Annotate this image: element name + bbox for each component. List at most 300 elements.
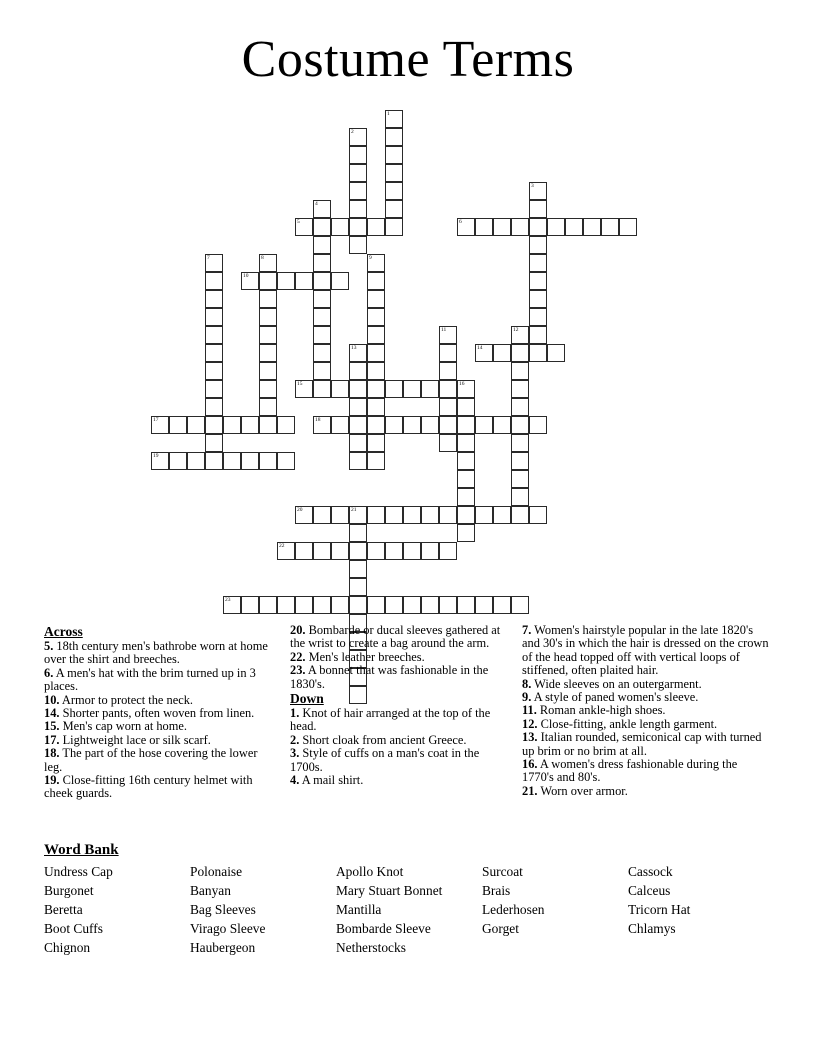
grid-cell-number: 18: [315, 417, 321, 423]
clue-item: [44, 774, 276, 801]
grid-cell[interactable]: [457, 218, 475, 236]
grid-cell[interactable]: [259, 290, 277, 308]
grid-cell[interactable]: [349, 200, 367, 218]
grid-cell[interactable]: [529, 308, 547, 326]
grid-cell[interactable]: [313, 416, 331, 434]
grid-cell[interactable]: [205, 380, 223, 398]
grid-cell[interactable]: [259, 308, 277, 326]
grid-cell[interactable]: [313, 308, 331, 326]
grid-cell[interactable]: [529, 506, 547, 524]
grid-cell-number: 17: [153, 417, 159, 423]
grid-cell[interactable]: [187, 452, 205, 470]
grid-cell[interactable]: [385, 110, 403, 128]
grid-cell[interactable]: [457, 416, 475, 434]
clue-number: 6.: [44, 665, 54, 680]
grid-cell[interactable]: [205, 362, 223, 380]
grid-cell-number: 2: [351, 129, 354, 135]
grid-cell[interactable]: [331, 380, 349, 398]
grid-cell[interactable]: [403, 416, 421, 434]
grid-cell[interactable]: [583, 218, 601, 236]
grid-cell[interactable]: [367, 272, 385, 290]
grid-cell[interactable]: [349, 434, 367, 452]
clue-item: [290, 707, 508, 734]
grid-cell-number: 7: [207, 255, 210, 261]
grid-cell[interactable]: [349, 128, 367, 146]
clue-item: [522, 758, 770, 785]
grid-cell[interactable]: [169, 452, 187, 470]
grid-cell[interactable]: [529, 290, 547, 308]
clue-text: Men's cap worn at home.: [59, 719, 187, 734]
grid-cell[interactable]: [511, 398, 529, 416]
grid-cell[interactable]: [385, 128, 403, 146]
clue-text: Style of cuffs on a man's coat in the 1700s.: [290, 746, 480, 774]
grid-cell[interactable]: [313, 236, 331, 254]
grid-cell[interactable]: [493, 416, 511, 434]
grid-cell-number: 15: [297, 381, 303, 387]
clue-item: [522, 731, 770, 758]
clue-item: [44, 640, 276, 667]
grid-cell[interactable]: [259, 416, 277, 434]
clue-number: 22.: [290, 649, 306, 664]
grid-cell[interactable]: [439, 416, 457, 434]
clue-item: [522, 691, 770, 704]
grid-cell[interactable]: [295, 506, 313, 524]
clue-text: Close-fitting 16th century helmet with cheek guards.: [44, 773, 253, 801]
grid-cell[interactable]: [349, 236, 367, 254]
clue-number: 4.: [290, 773, 300, 788]
grid-cell[interactable]: [457, 506, 475, 524]
grid-cell[interactable]: [367, 362, 385, 380]
grid-cell[interactable]: [529, 218, 547, 236]
grid-cell[interactable]: [349, 596, 367, 614]
word-bank-column: [190, 862, 336, 957]
word-bank-item: Bombarde Sleeve: [336, 921, 431, 936]
word-bank-columns: [44, 862, 784, 957]
grid-cell[interactable]: [349, 506, 367, 524]
grid-cell[interactable]: [421, 380, 439, 398]
word-bank-item: Bag Sleeves: [190, 902, 256, 917]
grid-cell[interactable]: [367, 326, 385, 344]
grid-cell-number: 6: [459, 219, 462, 225]
grid-cell-number: 3: [531, 183, 534, 189]
grid-cell[interactable]: [295, 272, 313, 290]
grid-cell[interactable]: [313, 506, 331, 524]
clue-number: 1.: [290, 706, 300, 721]
grid-cell[interactable]: [349, 344, 367, 362]
clue-item: [290, 664, 508, 691]
clue-number: 20.: [290, 623, 306, 637]
clue-text: Roman ankle-high shoes.: [536, 703, 666, 718]
grid-cell[interactable]: [385, 596, 403, 614]
clue-number: 11.: [522, 703, 537, 718]
grid-cell-number: 20: [297, 507, 303, 513]
grid-cell[interactable]: [313, 596, 331, 614]
grid-cell[interactable]: [313, 542, 331, 560]
grid-cell[interactable]: [241, 416, 259, 434]
grid-cell[interactable]: [151, 452, 169, 470]
grid-cell[interactable]: [241, 596, 259, 614]
grid-cell[interactable]: [313, 272, 331, 290]
grid-cell[interactable]: [493, 344, 511, 362]
grid-cell[interactable]: [475, 218, 493, 236]
grid-cell[interactable]: [259, 272, 277, 290]
grid-cell[interactable]: [349, 218, 367, 236]
grid-cell-number: 13: [351, 345, 357, 351]
grid-cell[interactable]: [367, 398, 385, 416]
grid-cell[interactable]: [601, 218, 619, 236]
grid-cell[interactable]: [277, 452, 295, 470]
grid-cell[interactable]: [259, 344, 277, 362]
grid-cell[interactable]: [313, 290, 331, 308]
grid-cell[interactable]: [475, 416, 493, 434]
grid-cell[interactable]: [349, 560, 367, 578]
grid-cell[interactable]: [439, 596, 457, 614]
grid-cell[interactable]: [205, 434, 223, 452]
clue-item: [44, 734, 276, 747]
clue-number: 5.: [44, 639, 54, 653]
clue-text: A style of paned women's sleeve.: [531, 690, 699, 705]
grid-cell[interactable]: [331, 416, 349, 434]
grid-cell[interactable]: [439, 506, 457, 524]
grid-cell[interactable]: [385, 146, 403, 164]
grid-cell[interactable]: [331, 596, 349, 614]
grid-cell[interactable]: [277, 542, 295, 560]
grid-cell[interactable]: [313, 344, 331, 362]
clue-number: 17.: [44, 732, 60, 747]
word-bank-item: Cassock: [628, 864, 673, 879]
word-bank-item: Boot Cuffs: [44, 921, 103, 936]
clue-item: [522, 704, 770, 717]
grid-cell[interactable]: [349, 380, 367, 398]
grid-cell[interactable]: [223, 596, 241, 614]
grid-cell[interactable]: [511, 344, 529, 362]
clue-item: [290, 774, 508, 787]
clue-text: The part of the hose covering the lower leg.: [44, 746, 258, 774]
grid-cell[interactable]: [439, 398, 457, 416]
clue-text: Shorter pants, often woven from linen.: [59, 706, 255, 721]
grid-cell[interactable]: [367, 254, 385, 272]
grid-cell[interactable]: [367, 452, 385, 470]
word-bank-item: Brais: [482, 883, 511, 898]
grid-cell[interactable]: [403, 506, 421, 524]
word-bank-item: Banyan: [190, 883, 231, 898]
grid-cell[interactable]: [385, 380, 403, 398]
grid-cell[interactable]: [367, 434, 385, 452]
word-bank-item: Lederhosen: [482, 902, 545, 917]
clue-number: 18.: [44, 746, 60, 761]
word-bank-heading: Word Bank: [44, 842, 119, 858]
grid-cell[interactable]: [529, 236, 547, 254]
grid-cell[interactable]: [205, 452, 223, 470]
grid-cell[interactable]: [457, 524, 475, 542]
grid-cell[interactable]: [367, 344, 385, 362]
grid-cell[interactable]: [367, 596, 385, 614]
grid-cell[interactable]: [241, 452, 259, 470]
clue-text: 18th century men's bathrobe worn at home over the shirt and breeches.: [44, 639, 268, 667]
clue-text: Men's leather breeches.: [305, 649, 425, 664]
word-bank-item: Virago Sleeve: [190, 921, 266, 936]
clue-text: A bonnet that was fashionable in the 1830's.: [290, 663, 489, 691]
grid-cell[interactable]: [385, 542, 403, 560]
grid-cell[interactable]: [439, 542, 457, 560]
grid-cell[interactable]: [313, 218, 331, 236]
grid-cell[interactable]: [529, 326, 547, 344]
grid-cell[interactable]: [259, 596, 277, 614]
grid-cell[interactable]: [349, 452, 367, 470]
grid-cell[interactable]: [205, 344, 223, 362]
word-bank-item: Apollo Knot: [336, 864, 404, 879]
grid-cell[interactable]: [367, 308, 385, 326]
grid-cell-number: 4: [315, 201, 318, 207]
clue-item: [290, 624, 508, 651]
clue-item: [44, 707, 276, 720]
grid-cell[interactable]: [205, 326, 223, 344]
grid-cell-number: 10: [243, 273, 249, 279]
grid-cell[interactable]: [421, 416, 439, 434]
clue-number: 9.: [522, 690, 532, 705]
grid-cell[interactable]: [331, 542, 349, 560]
grid-cell[interactable]: [403, 380, 421, 398]
clue-item: [290, 747, 508, 774]
grid-cell-number: 8: [261, 255, 264, 261]
clue-number: 12.: [522, 716, 538, 731]
grid-cell[interactable]: [277, 272, 295, 290]
grid-cell[interactable]: [403, 596, 421, 614]
grid-cell[interactable]: [385, 182, 403, 200]
grid-cell[interactable]: [331, 218, 349, 236]
grid-cell-number: 14: [477, 345, 483, 351]
grid-cell[interactable]: [313, 362, 331, 380]
grid-cell[interactable]: [511, 470, 529, 488]
grid-cell[interactable]: [349, 164, 367, 182]
grid-cell[interactable]: [385, 416, 403, 434]
grid-cell[interactable]: [511, 362, 529, 380]
grid-cell-number: 19: [153, 453, 159, 459]
grid-cell[interactable]: [457, 470, 475, 488]
grid-cell[interactable]: [511, 416, 529, 434]
grid-cell-number: 9: [369, 255, 372, 261]
grid-cell[interactable]: [421, 506, 439, 524]
grid-cell[interactable]: [367, 380, 385, 398]
grid-cell[interactable]: [457, 380, 475, 398]
grid-cell[interactable]: [259, 362, 277, 380]
grid-cell[interactable]: [475, 596, 493, 614]
grid-cell[interactable]: [385, 218, 403, 236]
grid-cell-number: 23: [225, 597, 231, 603]
word-bank-column: [482, 862, 628, 957]
grid-cell[interactable]: [277, 416, 295, 434]
grid-cell[interactable]: [493, 596, 511, 614]
grid-cell[interactable]: [205, 254, 223, 272]
grid-cell[interactable]: [367, 218, 385, 236]
clue-text: Italian rounded, semiconical cap with turned up brim or no brim at all.: [522, 730, 762, 758]
clue-item: [290, 651, 508, 664]
across-heading: Across: [44, 624, 83, 639]
grid-cell[interactable]: [529, 182, 547, 200]
grid-cell[interactable]: [403, 542, 421, 560]
clue-text: Lightweight lace or silk scarf.: [59, 732, 211, 747]
grid-cell[interactable]: [547, 218, 565, 236]
grid-cell[interactable]: [511, 506, 529, 524]
grid-cell[interactable]: [349, 362, 367, 380]
clue-item: [290, 734, 508, 747]
grid-cell[interactable]: [349, 182, 367, 200]
grid-cell[interactable]: [349, 398, 367, 416]
clue-number: 10.: [44, 692, 60, 707]
grid-cell[interactable]: [205, 398, 223, 416]
grid-cell[interactable]: [565, 218, 583, 236]
grid-cell[interactable]: [367, 416, 385, 434]
grid-cell[interactable]: [349, 146, 367, 164]
grid-cell[interactable]: [241, 272, 259, 290]
grid-cell[interactable]: [385, 200, 403, 218]
clue-number: 3.: [290, 746, 300, 761]
clue-number: 23.: [290, 663, 306, 678]
grid-cell[interactable]: [295, 542, 313, 560]
grid-cell[interactable]: [295, 218, 313, 236]
grid-cell[interactable]: [313, 380, 331, 398]
grid-cell[interactable]: [421, 596, 439, 614]
clue-text: Close-fitting, ankle length garment.: [537, 716, 718, 731]
word-bank-item: Calceus: [628, 883, 671, 898]
grid-cell[interactable]: [511, 326, 529, 344]
word-bank-item: Haubergeon: [190, 940, 256, 955]
grid-cell[interactable]: [529, 416, 547, 434]
grid-cell[interactable]: [295, 596, 313, 614]
clue-item: [522, 624, 770, 678]
clue-item: [44, 667, 276, 694]
grid-cell[interactable]: [205, 272, 223, 290]
grid-cell[interactable]: [493, 218, 511, 236]
grid-cell[interactable]: [205, 416, 223, 434]
grid-cell[interactable]: [439, 362, 457, 380]
grid-cell[interactable]: [511, 380, 529, 398]
word-bank-item: Gorget: [482, 921, 519, 936]
grid-cell[interactable]: [259, 452, 277, 470]
word-bank-item: Polonaise: [190, 864, 243, 879]
down-heading: Down: [290, 691, 324, 707]
grid-cell[interactable]: [349, 542, 367, 560]
clue-item: [44, 720, 276, 733]
grid-cell[interactable]: [457, 398, 475, 416]
clue-number: 19.: [44, 773, 60, 788]
grid-cell[interactable]: [205, 290, 223, 308]
grid-cell[interactable]: [529, 200, 547, 218]
grid-cell[interactable]: [259, 254, 277, 272]
grid-cell[interactable]: [367, 542, 385, 560]
grid-cell[interactable]: [439, 344, 457, 362]
word-bank-item: Undress Cap: [44, 864, 113, 879]
grid-cell[interactable]: [457, 434, 475, 452]
clue-text: A mail shirt.: [299, 773, 364, 788]
grid-cell[interactable]: [223, 452, 241, 470]
grid-cell-number: 5: [297, 219, 300, 225]
clue-number: 13.: [522, 730, 538, 745]
grid-cell-number: 22: [279, 543, 285, 549]
grid-cell[interactable]: [529, 254, 547, 272]
grid-cell[interactable]: [529, 272, 547, 290]
clue-number: 7.: [522, 623, 532, 637]
grid-cell[interactable]: [277, 596, 295, 614]
grid-cell[interactable]: [511, 434, 529, 452]
grid-cell[interactable]: [331, 506, 349, 524]
grid-cell[interactable]: [151, 416, 169, 434]
grid-cell[interactable]: [205, 308, 223, 326]
grid-cell-number: 1: [387, 111, 390, 117]
clue-text: Bombarde or ducal sleeves gathered at the wrist to create a bag around the arm.: [290, 623, 501, 651]
grid-cell[interactable]: [511, 452, 529, 470]
grid-cell[interactable]: [421, 542, 439, 560]
grid-cell[interactable]: [475, 344, 493, 362]
grid-cell[interactable]: [349, 578, 367, 596]
word-bank-column: [628, 862, 774, 957]
grid-cell[interactable]: [457, 596, 475, 614]
clue-number: 14.: [44, 706, 60, 721]
grid-cell[interactable]: [367, 290, 385, 308]
grid-cell[interactable]: [439, 434, 457, 452]
grid-cell[interactable]: [367, 506, 385, 524]
clue-item: [522, 678, 770, 691]
grid-cell[interactable]: [313, 326, 331, 344]
grid-cell[interactable]: [295, 380, 313, 398]
grid-cell[interactable]: [385, 506, 403, 524]
clue-text: A men's hat with the brim turned up in 3 places.: [44, 665, 256, 694]
grid-cell-number: 12: [513, 327, 519, 333]
grid-cell[interactable]: [259, 380, 277, 398]
word-bank-item: Mary Stuart Bonnet: [336, 883, 443, 898]
grid-cell[interactable]: [511, 596, 529, 614]
clue-number: 21.: [522, 783, 538, 798]
grid-cell[interactable]: [187, 416, 205, 434]
clue-text: Knot of hair arranged at the top of the head.: [290, 706, 491, 734]
grid-cell[interactable]: [259, 326, 277, 344]
grid-cell[interactable]: [619, 218, 637, 236]
grid-cell[interactable]: [439, 380, 457, 398]
grid-cell[interactable]: [529, 344, 547, 362]
grid-cell[interactable]: [547, 344, 565, 362]
grid-cell[interactable]: [313, 200, 331, 218]
grid-cell[interactable]: [457, 452, 475, 470]
word-bank-item: Chignon: [44, 940, 91, 955]
word-bank-column: [336, 862, 482, 957]
clue-item: [44, 694, 276, 707]
grid-cell[interactable]: [511, 218, 529, 236]
clues-section: [44, 624, 784, 801]
word-bank-item: Surcoat: [482, 864, 523, 879]
grid-cell[interactable]: [223, 416, 241, 434]
clue-number: 2.: [290, 732, 300, 747]
grid-cell[interactable]: [313, 254, 331, 272]
grid-cell[interactable]: [259, 398, 277, 416]
clues-column-3: [522, 624, 784, 798]
clue-text: A women's dress fashionable during the 1770's and 80's.: [522, 757, 738, 785]
grid-cell[interactable]: [349, 524, 367, 542]
clue-item: [522, 718, 770, 731]
word-bank-item: Tricorn Hat: [628, 902, 691, 917]
grid-cell[interactable]: [169, 416, 187, 434]
grid-cell[interactable]: [385, 164, 403, 182]
grid-cell[interactable]: [493, 506, 511, 524]
grid-cell[interactable]: [349, 416, 367, 434]
clue-text: Women's hairstyle popular in the late 1820's and 30's in which the hair is dressed on the crown of the head topped off with vertical loops of stiffened, often plaited hair.: [522, 623, 769, 678]
clue-text: Armor to protect the neck.: [59, 692, 194, 707]
word-bank-item: Chlamys: [628, 921, 676, 936]
grid-cell[interactable]: [511, 488, 529, 506]
grid-cell[interactable]: [331, 272, 349, 290]
grid-cell[interactable]: [475, 506, 493, 524]
grid-cell[interactable]: [439, 326, 457, 344]
grid-cell[interactable]: [457, 488, 475, 506]
